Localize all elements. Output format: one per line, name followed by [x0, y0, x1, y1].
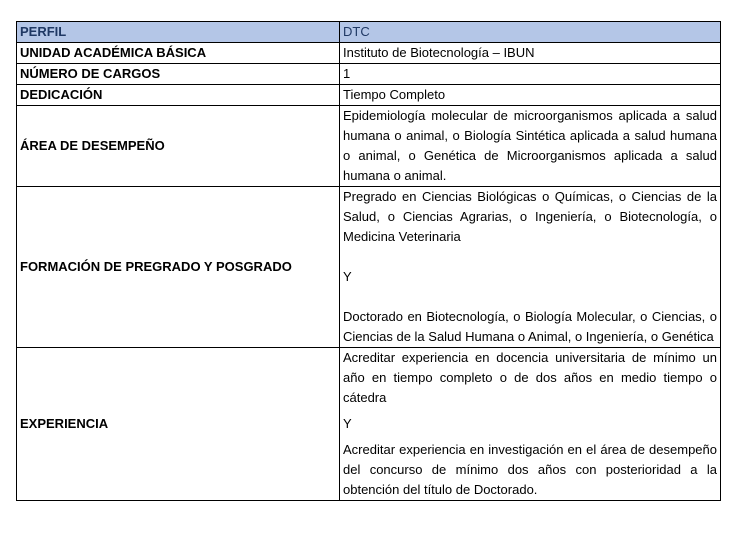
- row-label-cargos: NÚMERO DE CARGOS: [17, 64, 340, 85]
- row-value-formacion: [340, 187, 721, 348]
- table-row: [17, 187, 721, 348]
- formacion-pregrado-text: Pregrado en Ciencias Biológicas o Químicas, o Ciencias de la Salud, o Ciencias Agrarias, o Ingeniería, o Biotecnología, o Medicina Veterinaria: [343, 189, 717, 244]
- table-row: [17, 106, 721, 187]
- header-value: DTC: [340, 22, 721, 43]
- table-row: [17, 348, 721, 501]
- row-value-cargos: 1: [340, 64, 721, 85]
- table-row: [17, 64, 721, 85]
- row-label-area: ÁREA DE DESEMPEÑO: [17, 106, 340, 187]
- experiencia-docencia-text: Acreditar experiencia en docencia universitaria de mínimo un año en tiempo completo o de dos años en medio tiempo o cátedra: [343, 350, 717, 405]
- table-row: [17, 43, 721, 64]
- area-text: Epidemiología molecular de microorganismos aplicada a salud humana o animal, o Biología Sintética aplicada a salud humana o animal, o Genética de Microorganismos aplicada a salud humana o animal.: [343, 108, 717, 183]
- row-label-dedicacion: DEDICACIÓN: [17, 85, 340, 106]
- experiencia-investigacion-text: Acreditar experiencia en investigación en el área de desempeño del concurso de mínimo dos años con posterioridad a la obtención del título de Doctorado.: [343, 442, 717, 497]
- header-label: PERFIL: [17, 22, 340, 43]
- table-header-row: [17, 22, 721, 43]
- row-value-unidad: Instituto de Biotecnología – IBUN: [340, 43, 721, 64]
- experiencia-connector: Y: [343, 416, 352, 431]
- table-row: [17, 85, 721, 106]
- row-label-formacion: FORMACIÓN DE PREGRADO Y POSGRADO: [17, 187, 340, 348]
- row-value-dedicacion: Tiempo Completo: [340, 85, 721, 106]
- formacion-connector: Y: [343, 269, 352, 284]
- row-value-area: [340, 106, 721, 187]
- row-label-unidad: UNIDAD ACADÉMICA BÁSICA: [17, 43, 340, 64]
- formacion-doctorado-text: Doctorado en Biotecnología, o Biología Molecular, o Ciencias, o Ciencias de la Salud Humana o Animal, o Ingeniería, o Genética: [343, 309, 717, 344]
- row-label-experiencia: EXPERIENCIA: [17, 348, 340, 501]
- profile-table: [16, 21, 721, 501]
- row-value-experiencia: [340, 348, 721, 501]
